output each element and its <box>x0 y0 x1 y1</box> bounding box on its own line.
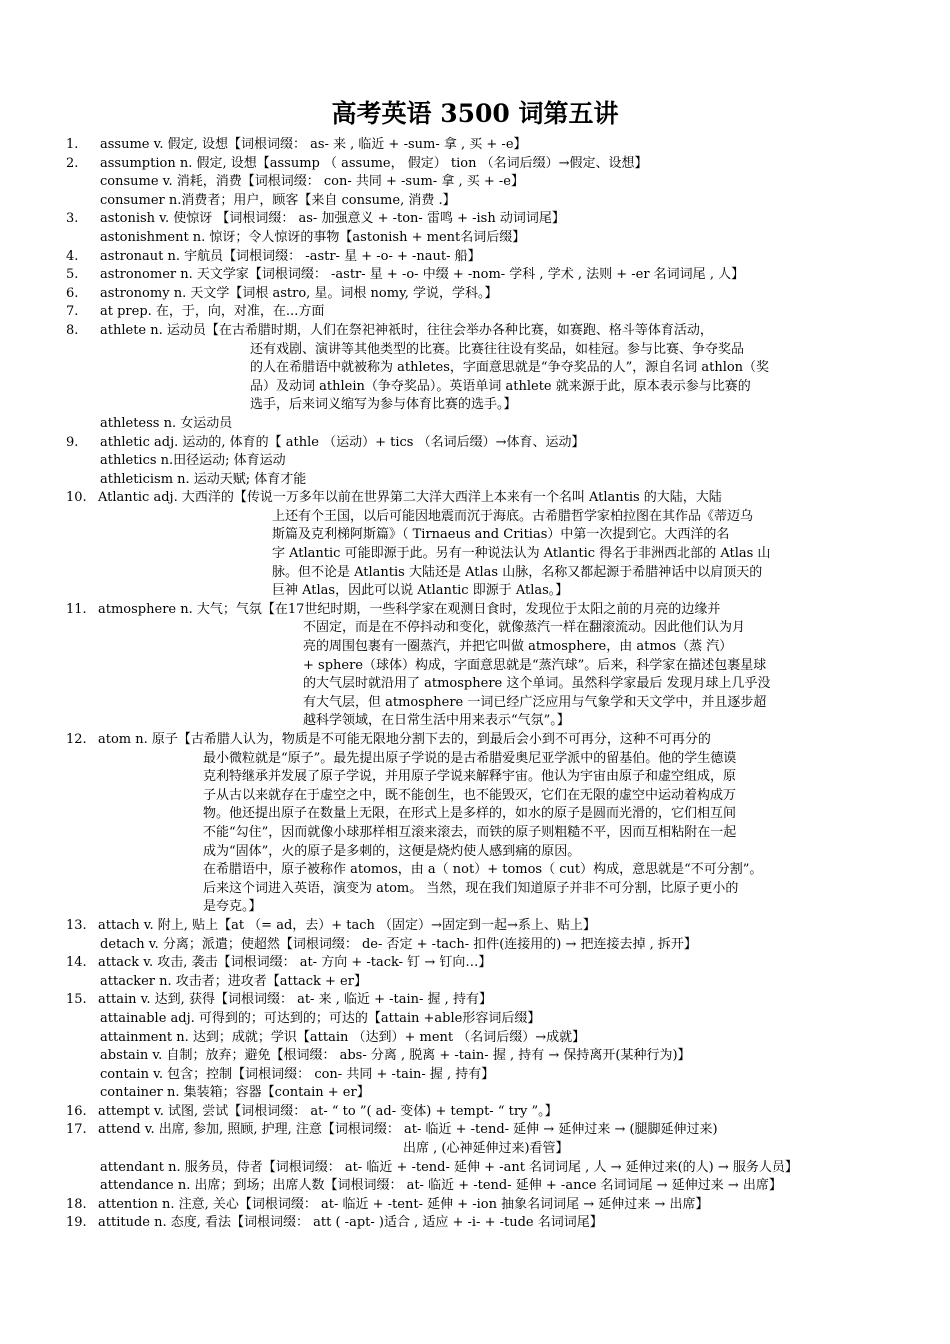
entry-line <box>66 861 886 880</box>
entry-line <box>66 173 886 192</box>
entry-text: abstain v. 自制；放弃；避免【根词缀： abs- 分离 , 脱离 + -tain- 握 , 持有 → 保持离开(某种行为)】 <box>100 1048 691 1064</box>
entry-text: assumption n. 假定, 设想【assump （ assume， 假定） tion （名词后缀）→假定、设想】 <box>100 155 648 171</box>
entry-text: attacker n. 攻击者；进攻者【attack + er】 <box>100 973 367 989</box>
entry-line <box>66 619 886 638</box>
entry-line <box>66 1066 886 1085</box>
entry-line <box>66 1103 886 1122</box>
entry-line <box>66 526 886 545</box>
entry-line <box>66 731 886 750</box>
entry-line <box>66 936 886 955</box>
entry-number: 19. <box>66 1215 87 1231</box>
entry-line <box>66 601 886 620</box>
entry-text: 选手，后来词义缩写为参与体育比赛的选手。】 <box>250 397 517 413</box>
entry-text: atom n. 原子【古希腊人认为，物质是不可能无限地分割下去的，到最后会小到不可再分，这种不可再分的 <box>98 732 711 747</box>
page-title: 高考英语 3500 词第五讲 <box>331 99 619 128</box>
entry-number: 10. <box>66 490 87 506</box>
entry-line <box>66 768 886 787</box>
entry-text: astronaut n. 宇航员【词根词缀： -astr- 星 + -o- + -naut- 船】 <box>100 248 481 264</box>
entry-text: 亮的周围包裹有一圈蒸汽，并把它叫做 atmosphere，由 atmos（蒸 汽） <box>303 639 733 655</box>
entry-text: athletic adj. 运动的, 体育的【 athle （运动）+ tics （名词后缀）→体育、运动】 <box>100 434 585 450</box>
entry-line <box>66 1010 886 1029</box>
entry-text: 斯篇及克利梯阿斯篇》（ Tirnaeus and Critias）中第一次提到它。大西洋的名 <box>272 527 730 543</box>
entry-text: attention n. 注意, 关心【词根词缀： at- 临近 + -tent- 延伸 + -ion 抽象名词词尾 → 延伸过来 → 出席】 <box>98 1196 709 1212</box>
entry-text: container n. 集装箱；容器【contain + er】 <box>100 1085 370 1101</box>
entry-line <box>66 210 886 229</box>
entry-line <box>66 434 886 453</box>
entry-line <box>66 917 886 936</box>
entry-number: 5. <box>66 267 79 283</box>
entry-text: 品）及动词 athlein（争夺奖品）。英语单词 athlete 就来源于此，原本表示参与比赛的 <box>250 378 751 394</box>
entry-line <box>66 452 886 471</box>
entry-text: 成为“固体”，火的原子是多刺的，这便是烧灼使人感到痛的原因。 <box>203 843 581 859</box>
entry-line <box>66 415 886 434</box>
entry-number: 6. <box>66 285 79 301</box>
entry-text: attainment n. 达到；成就；学识【attain （达到）+ ment （名词后缀）→成就】 <box>100 1029 586 1045</box>
entry-line <box>66 843 886 862</box>
entry-line <box>66 136 886 155</box>
entry-text: athletess n. 女运动员 <box>100 415 233 431</box>
entry-number: 16. <box>66 1103 87 1119</box>
entry-line <box>66 378 886 397</box>
entry-text: attach v. 附上, 贴上【at （= ad，去）+ tach （固定）→固定到一起→系上、贴上】 <box>98 917 596 933</box>
entry-line <box>66 1121 886 1140</box>
entry-text: assume v. 假定, 设想【词根词缀： as- 来 , 临近 + -sum- 拿 , 买 + -e】 <box>100 137 527 152</box>
entry-text: astronomer n. 天文学家【词根词缀： -astr- 星 + -o- 中缀 + -nom- 学科 , 学术 , 法则 + -er 名词词尾 , 人】 <box>100 267 745 283</box>
entry-number: 1. <box>66 137 79 152</box>
entry-line <box>66 694 886 713</box>
entry-number: 7. <box>66 304 79 320</box>
entry-line <box>66 322 886 341</box>
entry-text: contain v. 包含；控制【词根词缀： con- 共同 + -tain- 握 , 持有】 <box>100 1066 495 1082</box>
entry-line <box>66 1140 886 1159</box>
entry-text: 物。他还提出原子在数量上无限，在形式上是多样的，如水的原子是圆而光滑的，它们相互间 <box>203 806 737 822</box>
entry-line <box>66 545 886 564</box>
entry-line <box>66 471 886 490</box>
entry-line <box>66 712 886 731</box>
entry-number: 14. <box>66 955 87 971</box>
entry-text: 字 Atlantic 可能即源于此。另有一种说法认为 Atlantic 得名于非洲西北部的 Atlas 山 <box>272 546 771 562</box>
entry-text: attainable adj. 可得到的；可达到的；可达的【attain +able形容词后缀】 <box>100 1010 541 1026</box>
entry-line <box>66 396 886 415</box>
entry-line <box>66 1196 886 1215</box>
entry-text: 克利特继承并发展了原子学说，并用原子学说来解释宇宙。他认为宇宙由原子和虚空组成，原 <box>203 769 737 785</box>
entry-number: 12. <box>66 732 87 747</box>
entry-text: attend v. 出席, 参加, 照顾, 护理, 注意【词根词缀： at- 临近 + -tend- 延伸 → 延伸过来 → (腿脚延伸过来) <box>98 1122 718 1138</box>
entry-text: athleticism n. 运动天赋; 体育才能 <box>100 471 307 487</box>
entry-line <box>66 657 886 676</box>
entry-text: consumer n.消费者；用户，顾客【来自 consume, 消费 .】 <box>100 192 456 208</box>
entry-line <box>66 285 886 304</box>
entry-text: athletics n.田径运动; 体育运动 <box>100 453 286 469</box>
entry-number: 13. <box>66 917 87 933</box>
entry-text: 子从古以来就存在于虚空之中，既不能创生，也不能毁灭，它们在无限的虚空中运动着构成万 <box>203 787 737 803</box>
vocabulary-list <box>66 136 886 1233</box>
entry-text: attendant n. 服务员，侍者【词根词缀： at- 临近 + -tend- 延伸 + -ant 名词词尾 , 人 → 延伸过来(的人) → 服务人员】 <box>100 1159 798 1175</box>
entry-line <box>66 582 886 601</box>
entry-number: 15. <box>66 992 87 1008</box>
entry-line <box>66 266 886 285</box>
entry-text: 越科学领域，在日常生活中用来表示“气氛”。】 <box>303 713 570 729</box>
entry-line <box>66 638 886 657</box>
entry-text: atmosphere n. 大气；气氛【在17世纪时期，一些科学家在观测日食时，发现位于太阳之前的月亮的边缘并 <box>98 601 721 617</box>
entry-text: 是夸克。】 <box>203 899 262 915</box>
entry-text: 还有戏剧、演讲等其他类型的比赛。比赛往往设有奖品，如桂冠。参与比赛、争夺奖品 <box>250 341 745 357</box>
entry-text: 后来这个词进入英语，演变为 atom。 当然，现在我们知道原子并非不可分割，比原子更小的 <box>203 880 739 896</box>
entry-line <box>66 564 886 583</box>
entry-text: consume v. 消耗，消费【词根词缀： con- 共同 + -sum- 拿 , 买 + -e】 <box>100 174 524 190</box>
entry-text: attempt v. 试图, 尝试【词根词缀： at- “ to ”( ad- 变体) + tempt- “ try ”。】 <box>98 1103 558 1119</box>
entry-line <box>66 192 886 211</box>
entry-text: astonish v. 使惊讶 【词根词缀： as- 加强意义 + -ton- 雷鸣 + -ish 动词词尾】 <box>100 211 565 227</box>
entry-line <box>66 1084 886 1103</box>
entry-text: 脉。但不论是 Atlantis 大陆还是 Atlas 山脉，名称又都起源于希腊神话中以肩顶天的 <box>272 564 763 580</box>
entry-text: 出席 , (心神延伸过来)看管】 <box>403 1141 569 1157</box>
entry-text: + sphere（球体）构成，字面意思就是“蒸汽球”。后来，科学家在描述包裹星球 <box>303 657 767 673</box>
entry-text: 不固定，而是在不停抖动和变化，就像蒸汽一样在翻滚流动。因此他们认为月 <box>303 620 746 636</box>
entry-text: athlete n. 运动员【在古希腊时期，人们在祭祀神祇时，往往会举办各种比赛，如赛跑、格斗等体育活动， <box>100 322 713 338</box>
entry-text: 上还有个王国，以后可能因地震而沉于海底。古希腊哲学家柏拉图在其作品《蒂迈乌 <box>272 508 754 524</box>
entry-line <box>66 675 886 694</box>
entry-line <box>66 898 886 917</box>
entry-text: at prep. 在，于，向，对准，在...方面 <box>100 304 325 320</box>
entry-line <box>66 248 886 267</box>
entry-text: 的大气层时就沿用了 atmosphere 这个单词。虽然科学家最后 发现月球上几乎没 <box>303 676 771 692</box>
entry-number: 2. <box>66 155 79 171</box>
entry-number: 9. <box>66 434 79 450</box>
entry-line <box>66 805 886 824</box>
entry-line <box>66 787 886 806</box>
entry-text: 不能“勾住”，因而就像小球那样相互滚来滚去，而铁的原子则粗糙不平，因而互相粘附在一起 <box>203 824 737 840</box>
entry-number: 18. <box>66 1196 87 1212</box>
entry-text: astonishment n. 惊讶；令人惊讶的事物【astonish + ment名词后缀】 <box>100 229 526 245</box>
entry-line <box>66 1029 886 1048</box>
entry-text: 巨神 Atlas，因此可以说 Atlantic 即源于 Atlas。】 <box>272 583 569 599</box>
entry-line <box>66 229 886 248</box>
entry-text: attack v. 攻击, 袭击【词根词缀： at- 方向 + -tack- 钉 → 钉向…】 <box>98 955 492 971</box>
entry-line <box>66 303 886 322</box>
entry-line <box>66 508 886 527</box>
entry-text: astronomy n. 天文学【词根 astro, 星。词根 nomy, 学说，学科。】 <box>100 285 498 301</box>
entry-line <box>66 341 886 360</box>
entry-line <box>66 1047 886 1066</box>
entry-line <box>66 1159 886 1178</box>
entry-text: 有大气层，但 atmosphere 一词已经广泛应用与气象学和天文学中，并且逐步超 <box>303 694 767 710</box>
entry-text: Atlantic adj. 大西洋的【传说一万多年以前在世界第二大洋大西洋上本来有一个名叫 Atlantis 的大陆，大陆 <box>98 490 722 506</box>
entry-line <box>66 750 886 769</box>
entry-text: 最小微粒就是“原子”。最先提出原子学说的是古希腊爱奥尼亚学派中的留基伯。他的学生德谟 <box>203 750 737 766</box>
entry-text: detach v. 分离；派遣；使超然【词根词缀： de- 否定 + -tach- 扣件(连接用的) → 把连接去掉 , 拆开】 <box>100 936 697 952</box>
entry-line <box>66 824 886 843</box>
entry-line <box>66 359 886 378</box>
entry-line <box>66 155 886 174</box>
entry-text: attain v. 达到, 获得【词根词缀： at- 来 , 临近 + -tain- 握 , 持有】 <box>98 992 492 1008</box>
entry-line <box>66 1214 886 1233</box>
entry-line <box>66 954 886 973</box>
entry-number: 11. <box>66 601 87 617</box>
entry-text: 的人在希腊语中就被称为 athletes，字面意思就是“争夺奖品的人”，源自名词 athlon（奖 <box>250 360 770 376</box>
entry-line <box>66 880 886 899</box>
entry-text: 在希腊语中，原子被称作 atomos，由 a（ not）+ tomos（ cut）构成，意思就是“不可分割”。 <box>203 862 763 878</box>
entry-number: 4. <box>66 248 79 264</box>
entry-text: attitude n. 态度, 看法【词根词缀： att ( -apt- )适合 , 适应 + -i- + -tude 名词词尾】 <box>98 1215 603 1231</box>
entry-line <box>66 973 886 992</box>
entry-line <box>66 1177 886 1196</box>
entry-number: 8. <box>66 322 79 338</box>
entry-text: attendance n. 出席；到场；出席人数【词根词缀： at- 临近 + -tend- 延伸 + -ance 名词词尾 → 延伸过来 → 出席】 <box>100 1178 782 1194</box>
entry-number: 17. <box>66 1122 87 1138</box>
entry-number: 3. <box>66 211 79 227</box>
entry-line <box>66 489 886 508</box>
entry-line <box>66 991 886 1010</box>
